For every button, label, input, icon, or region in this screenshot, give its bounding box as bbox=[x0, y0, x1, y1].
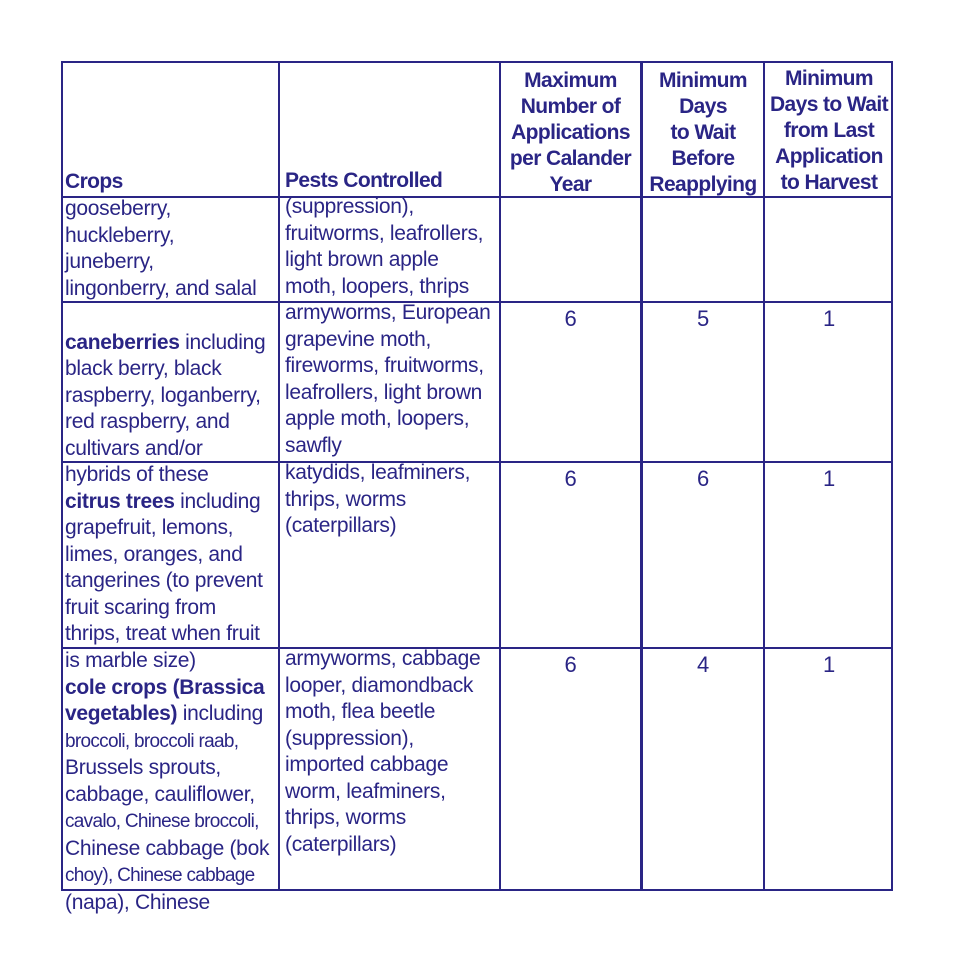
min-days-reapply-value: 6 bbox=[697, 466, 709, 491]
min-days-harvest-value: 1 bbox=[823, 652, 835, 677]
header-max-applications: Maximum Number of Applications per Calander Year bbox=[509, 69, 632, 196]
header-pests-controlled: Pests Controlled bbox=[285, 169, 443, 192]
min-days-harvest-value: 1 bbox=[823, 306, 835, 331]
min-days-reapply-value: 4 bbox=[697, 652, 709, 677]
column-divider bbox=[278, 63, 280, 891]
crop-details: cavalo, Chinese broccoli, bbox=[65, 811, 259, 832]
table-row-pests: armyworms, European grapevine moth, fireworms, fruitworms, leafrollers, light brown apple moth, loopers, sawfly bbox=[285, 301, 491, 457]
crop-name: citrus trees bbox=[65, 489, 175, 513]
table-row-crops bbox=[65, 648, 277, 914]
crop-details: broccoli, broccoli raab, bbox=[65, 730, 239, 752]
crop-name: cole crops (Brassica vegetables) bbox=[65, 675, 265, 725]
table-row-pests: katydids, leafminers, thrips, worms (caterpillars) bbox=[285, 461, 471, 537]
crop-details: Chinese cabbage (bok bbox=[65, 836, 270, 860]
crop-details: choy), Chinese cabbage bbox=[65, 865, 255, 886]
header-min-days-harvest: Minimum Days to Wait from Last Application to Harvest bbox=[769, 67, 889, 194]
header-crops: Crops bbox=[65, 170, 123, 193]
max-applications-value: 6 bbox=[564, 466, 577, 491]
table-row-crops bbox=[65, 462, 277, 672]
table-row-pests: (suppression), fruitworms, leafrollers, light brown apple moth, loopers, thrips bbox=[285, 195, 484, 298]
table-row-pests: armyworms, cabbage looper, diamondback moth, flea beetle (suppression), imported cabbage worm, leafminers, thrips, worms (caterpillars) bbox=[285, 647, 481, 856]
pesticide-table bbox=[61, 61, 893, 914]
table-row-crops: gooseberry, huckleberry, juneberry, lingonberry, and salal bbox=[65, 197, 257, 300]
header-min-days-reapply: Minimum Days to Wait Before Reapplying bbox=[649, 69, 757, 196]
table-row-crops bbox=[65, 303, 277, 486]
crop-details: Brussels sprouts, cabbage, cauliflower, bbox=[65, 756, 255, 806]
crop-details: including black berry, black raspberry, loganberry, red raspberry, and cultivars and/or hybrids of these bbox=[65, 330, 266, 486]
min-days-reapply-value: 5 bbox=[697, 306, 709, 331]
crop-details: (napa), Chinese bbox=[65, 890, 210, 914]
max-applications-value: 6 bbox=[564, 652, 577, 677]
crop-name: caneberries bbox=[65, 330, 180, 354]
crop-details: including bbox=[177, 702, 263, 725]
min-days-harvest-value: 1 bbox=[823, 466, 835, 491]
max-applications-value: 6 bbox=[564, 306, 577, 331]
crop-details: including grapefruit, lemons, limes, oranges, and tangerines (to prevent fruit scaring from thrips, treat when fruit is marble size) bbox=[65, 489, 263, 672]
